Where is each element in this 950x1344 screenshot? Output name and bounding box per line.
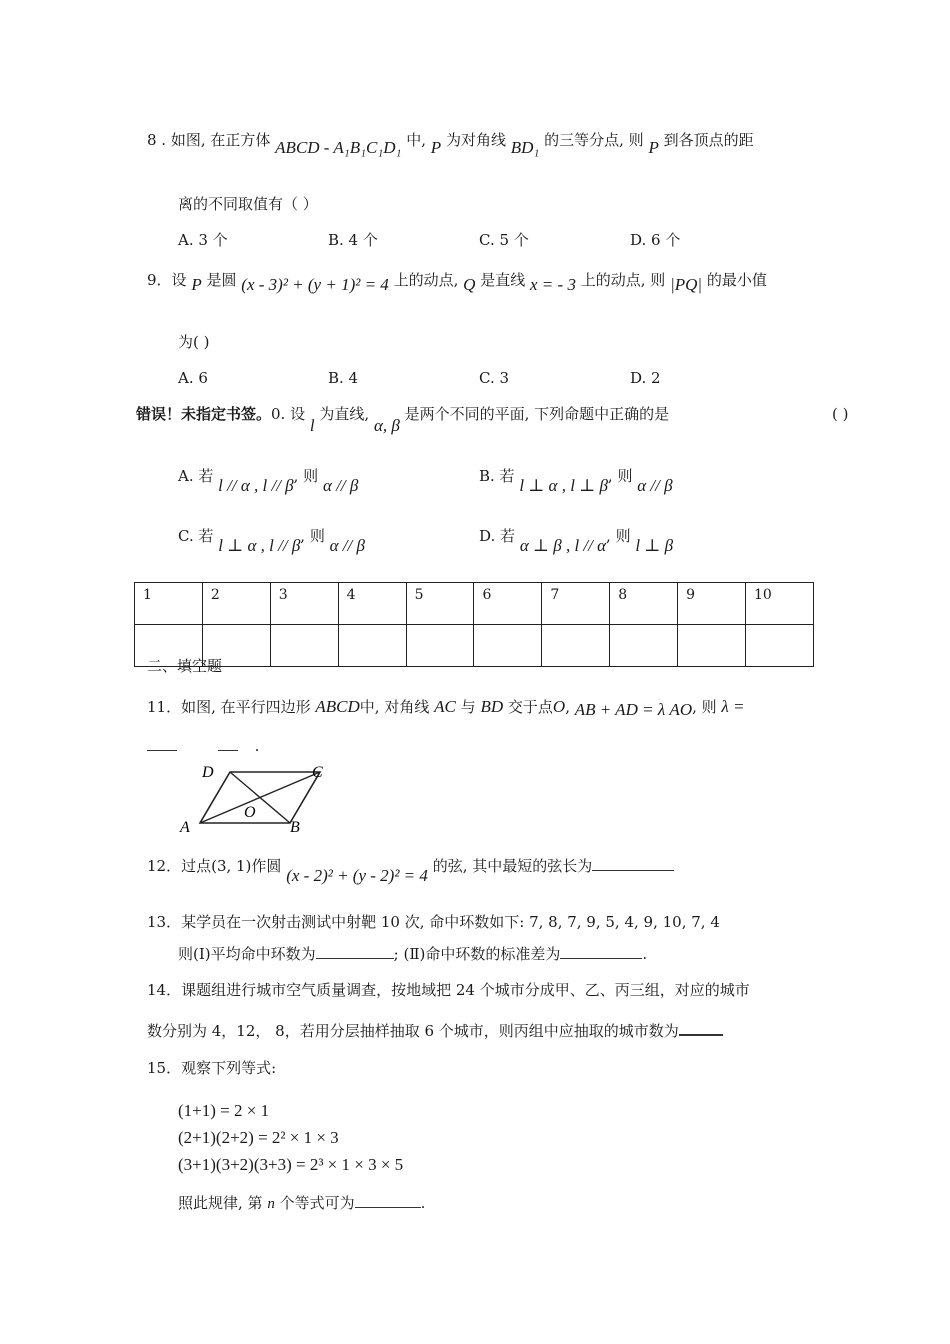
answer-cell[interactable]	[406, 625, 474, 667]
q10-option-d-cond: α ⊥ β , l // α	[519, 536, 607, 555]
q11-period: .	[254, 737, 260, 755]
q10-option-b-then: , 则	[607, 467, 633, 485]
q14-blank[interactable]	[679, 1020, 723, 1036]
parallelogram-figure	[170, 758, 340, 838]
answer-cell[interactable]	[474, 625, 542, 667]
q10-line1	[136, 404, 670, 435]
q11-lambda: λ =	[721, 697, 745, 716]
q10-option-b-label: B. 若	[479, 467, 515, 485]
q8-diagonal: BD₁	[510, 138, 540, 157]
q10-option-d-label: D. 若	[479, 527, 516, 545]
q9-distance: |PQ|	[670, 275, 703, 294]
q8-option-b: B. 4 个	[328, 231, 378, 249]
q15-line1: 15．观察下列等式:	[147, 1059, 277, 1077]
q12-text-a: 12．过点(3, 1)作圆	[147, 857, 282, 875]
q9-line-eq: x = - 3	[530, 275, 576, 294]
q11-vector-eq: AB + AD = λ AO	[574, 700, 693, 719]
answer-header-cell: 4	[338, 583, 406, 625]
answer-cell[interactable]	[746, 625, 814, 667]
q14-line1: 14．课题组进行城市空气质量调查，按地域把 24 个城市分成甲、乙、丙三组，对应的城市	[147, 981, 750, 999]
q11-answer-line	[147, 736, 259, 756]
q11-parallelogram: ABCD	[315, 697, 360, 716]
answer-header-cell: 3	[270, 583, 338, 625]
q9-text-e: 上的动点, 则	[580, 271, 666, 289]
q9-point-q: Q	[463, 275, 476, 294]
q9-text-f: 的最小值	[706, 271, 767, 289]
q9-text-d: 是直线	[480, 271, 526, 289]
q8-point-p: P	[430, 138, 442, 157]
q10-text-c: 是两个不同的平面, 下列命题中正确的是	[404, 405, 670, 423]
q13-text-b: ; (Ⅱ)命中环数的标准差为	[393, 945, 561, 963]
answer-table	[134, 582, 814, 667]
answer-header-cell: 5	[406, 583, 474, 625]
q12-circle-eq: (x - 2)² + (y - 2)² = 4	[286, 866, 428, 885]
answer-table-answer-row	[135, 625, 814, 667]
q10-option-c	[178, 526, 365, 555]
q8-text-b: 中,	[406, 131, 426, 149]
answer-header-cell: 7	[542, 583, 610, 625]
q11-bd: BD	[480, 697, 504, 716]
q10-bookmark-error: 错误！未指定书签。	[136, 405, 272, 423]
q10-text-b: 为直线,	[319, 405, 370, 423]
q11-ac: AC	[434, 697, 456, 716]
q11-text-a: 11．如图, 在平行四边形	[147, 698, 311, 716]
q9-option-c: C. 3	[479, 369, 510, 387]
q15-text-a: 照此规律, 第	[178, 1194, 263, 1212]
q15-text-b: 个等式可为	[279, 1194, 355, 1212]
q13-blank-1[interactable]	[316, 944, 394, 959]
answer-header-cell: 8	[610, 583, 678, 625]
q8-cube-expr: ABCD - A₁B₁C₁D₁	[275, 138, 402, 157]
q8-line1	[147, 130, 754, 157]
q10-option-b-cond: l ⊥ α , l ⊥ β	[519, 476, 608, 495]
answer-cell[interactable]	[542, 625, 610, 667]
q11-point-o: O	[552, 697, 566, 716]
q15-equation-3: (3+1)(3+2)(3+3) = 2³ × 1 × 3 × 5	[178, 1155, 404, 1174]
q10-option-a-then: , 则	[293, 467, 319, 485]
q11-comma: ,	[565, 698, 570, 716]
q10-text-a: 0. 设	[271, 405, 306, 423]
q10-option-c-cond: l ⊥ α , l // β	[218, 536, 301, 555]
q12-text-b: 的弦, 其中最短的弦长为	[432, 857, 593, 875]
q15-n: n	[267, 1196, 275, 1212]
q8-option-d: D. 6 个	[630, 231, 681, 249]
q9-text-c: 上的动点,	[393, 271, 459, 289]
q15-equation-1: (1+1) = 2 × 1	[178, 1101, 270, 1120]
q8-text-e: 到各顶点的距	[663, 131, 754, 149]
q15-period: .	[420, 1194, 426, 1212]
q10-line-l: l	[309, 416, 315, 435]
q10-paren: ( )	[832, 405, 849, 423]
q10-option-c-label: C. 若	[178, 527, 214, 545]
q11-text-f: , 则	[692, 698, 717, 716]
answer-cell[interactable]	[338, 625, 406, 667]
vertex-c-label: C	[312, 764, 323, 781]
q13-line1: 13．某学员在一次射击测试中射靶 10 次, 命中环数如下: 7, 8, 7, 9, 5, 4, 9, 10, 7, 4	[147, 913, 720, 931]
q11-line1	[147, 697, 745, 717]
q11-blank[interactable]	[147, 736, 177, 751]
vertex-b-label: B	[290, 819, 300, 836]
q13-period: .	[642, 945, 648, 963]
answer-cell[interactable]	[678, 625, 746, 667]
q9-option-a: A. 6	[178, 369, 208, 387]
q11-text-b: 中, 对角线	[359, 698, 430, 716]
answer-header-cell: 2	[202, 583, 270, 625]
q11-blank-2[interactable]	[218, 736, 238, 751]
q8-option-c: C. 5 个	[479, 231, 529, 249]
q9-line2: 为( )	[178, 333, 210, 351]
q12-blank[interactable]	[592, 856, 674, 871]
q15-line-last	[178, 1193, 425, 1214]
answer-header-cell: 10	[746, 583, 814, 625]
q10-option-c-then: , 则	[300, 527, 325, 545]
q10-option-a-label: A. 若	[178, 467, 214, 485]
q13-line2	[178, 944, 647, 964]
vertex-d-label: D	[202, 764, 214, 781]
answer-header-cell: 9	[678, 583, 746, 625]
q10-option-d-then: , 则	[606, 527, 631, 545]
q9-option-d: D. 2	[630, 369, 661, 387]
center-o-label: O	[244, 804, 256, 821]
q10-option-d-result: l ⊥ β	[635, 536, 674, 555]
q9-line1	[147, 270, 767, 294]
q10-option-b	[479, 466, 673, 495]
q13-blank-2[interactable]	[560, 944, 642, 959]
q12-line	[147, 856, 674, 885]
q10-option-a-cond: l // α , l // β	[218, 476, 294, 495]
q10-option-c-result: α // β	[329, 536, 365, 555]
answer-header-cell: 1	[135, 583, 203, 625]
q14-line2	[147, 1020, 723, 1041]
q8-option-a: A. 3 个	[178, 231, 228, 249]
q8-text-a: 8 . 如图, 在正方体	[147, 131, 271, 149]
q11-text-d: 交于点	[507, 698, 553, 716]
q8-text-d: 的三等分点, 则	[544, 131, 644, 149]
answer-table-header-row	[135, 583, 814, 625]
answer-cell[interactable]	[270, 625, 338, 667]
q10-option-a-result: α // β	[322, 476, 359, 495]
vertex-a-label: A	[180, 819, 190, 836]
q8-point-p2: P	[648, 138, 659, 157]
q9-point-p: P	[191, 275, 202, 294]
section-title-fill-in: 二、填空题	[147, 657, 223, 675]
q10-option-d	[479, 526, 674, 555]
q8-text-c: 为对角线	[445, 131, 506, 149]
q15-blank[interactable]	[355, 1193, 421, 1208]
q14-text: 数分别为 4，12， 8，若用分层抽样抽取 6 个城市，则丙组中应抽取的城市数为	[147, 1022, 679, 1040]
q10-option-a	[178, 466, 359, 495]
diagonal-bd	[230, 772, 290, 823]
q13-text-a: 则(Ⅰ)平均命中环数为	[178, 945, 316, 963]
q11-text-c: 与	[460, 698, 476, 716]
q9-circle-eq: (x - 3)² + (y + 1)² = 4	[241, 275, 389, 294]
q9-text-a: 9．设	[147, 271, 187, 289]
q9-option-b: B. 4	[328, 369, 359, 387]
answer-header-cell: 6	[474, 583, 542, 625]
q9-text-b: 是圆	[206, 271, 237, 289]
q10-option-b-result: α // β	[637, 476, 673, 495]
q8-line2: 离的不同取值有（ ）	[178, 195, 318, 213]
q10-planes: α, β	[373, 416, 400, 435]
q15-equation-2: (2+1)(2+2) = 2² × 1 × 3	[178, 1128, 339, 1147]
answer-cell[interactable]	[610, 625, 678, 667]
